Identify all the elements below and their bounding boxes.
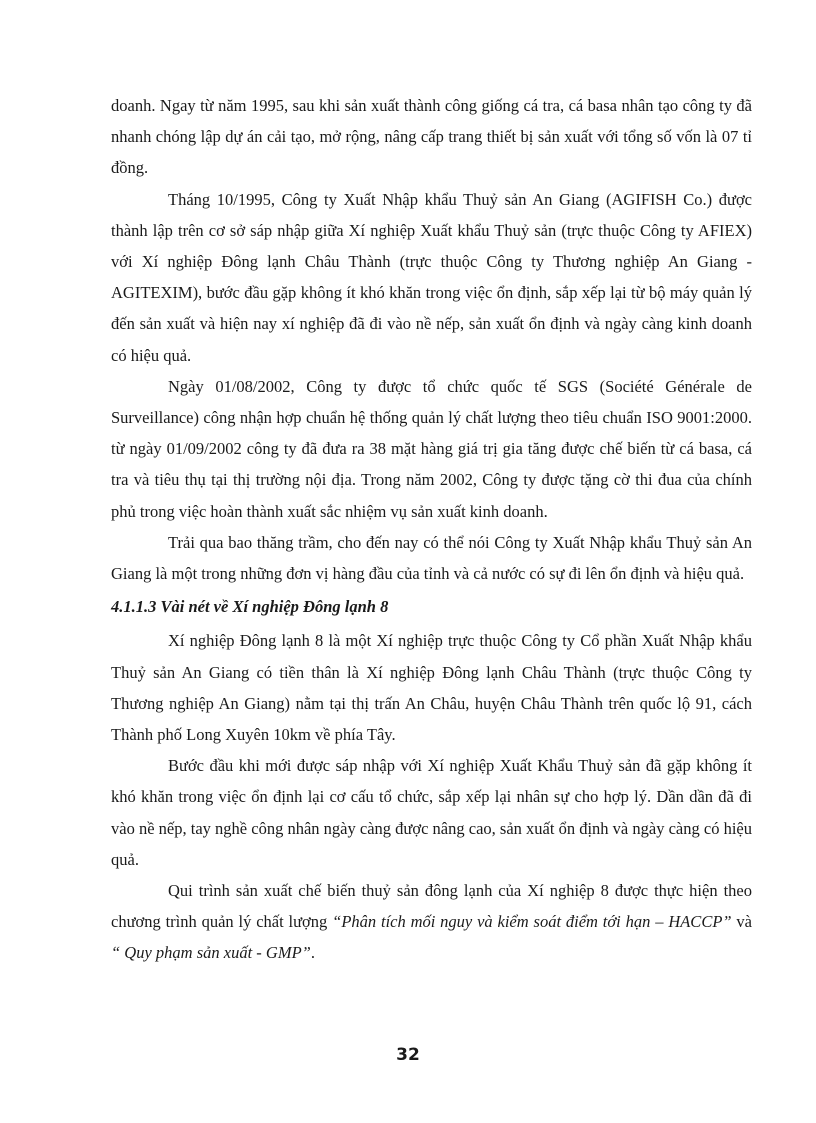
body-text bbox=[111, 90, 752, 969]
page-number: 32 bbox=[396, 1045, 420, 1065]
paragraph-factory-intro: Xí nghiệp Đông lạnh 8 là một Xí nghiệp trực thuộc Công ty Cổ phần Xuất Nhập khẩu Thuỷ sản An Giang có tiền thân là Xí nghiệp Đông lạnh Châu Thành (trực thuộc Công ty Thương nghiệp An Giang) nằm tại thị trấn An Châu, huyện Châu Thành trên quốc lộ 91, cách Thành phố Long Xuyên 10km về phía Tây. bbox=[111, 631, 752, 745]
haccp-quote: “Phân tích mối nguy và kiểm soát điểm tới hạn – HACCP” bbox=[332, 912, 732, 932]
paragraph-iso-certification: Ngày 01/08/2002, Công ty được tổ chức quốc tế SGS (Société Générale de Surveillance) công nhận hợp chuẩn hệ thống quản lý chất lượng theo tiêu chuẩn ISO 9001:2000. từ ngày 01/09/2002 công ty đã đưa ra 38 mặt hàng giá trị gia tăng được chế biến từ cá basa, cá tra và tiêu thụ tại thị trường nội địa. Trong năm 2002, Công ty được tặng cờ thi đua của chính phủ trong việc hoàn thành xuất sắc nhiệm vụ sản xuất kinh doanh. bbox=[111, 376, 752, 521]
section-heading: 4.1.1.3 Vài nét về Xí nghiệp Đông lạnh 8 bbox=[111, 597, 389, 617]
paragraph-factory-history: Bước đầu khi mới được sáp nhập với Xí nghiệp Xuất Khẩu Thuỷ sản đã gặp không ít khó khăn trong việc ổn định lại cơ cấu tổ chức, sắp xếp lại nhân sự cho hợp lý. Dần dần đã đi vào nề nếp, tay nghề công nhân ngày càng được nâng cao, sản xuất ổn định và ngày càng có hiệu quả. bbox=[111, 756, 752, 869]
paragraph-agifish-founding: Tháng 10/1995, Công ty Xuất Nhập khẩu Thuỷ sản An Giang (AGIFISH Co.) được thành lập trên cơ sở sáp nhập giữa Xí nghiệp Xuất khẩu Thuỷ sản (trực thuộc Công ty AFIEX) với Xí nghiệp Đông lạnh Châu Thành (trực thuộc Công ty Thương nghiệp An Giang - AGITEXIM), bước đầu gặp không ít khó khăn trong việc ổn định, sắp xếp lại từ bộ máy quản lý đến sản xuất và hiện nay xí nghiệp đã đi vào nề nếp, sản xuất ổn định và ngày càng kinh doanh có hiệu quả. bbox=[111, 189, 752, 365]
gmp-quote: “ Quy phạm sản xuất - GMP” bbox=[111, 943, 311, 963]
paragraph-quality-program bbox=[111, 875, 752, 969]
quality-text-c: . bbox=[310, 943, 315, 963]
quality-text-a: Qui trình sản xuất chế biến thuỷ sản đông lạnh của Xí nghiệp 8 được thực hiện theo chương trình quản lý chất lượng bbox=[111, 881, 752, 932]
paragraph-continuation: doanh. Ngay từ năm 1995, sau khi sản xuất thành công giống cá tra, cá basa nhân tạo công ty đã nhanh chóng lập dự án cải tạo, mở rộng, nâng cấp trang thiết bị sản xuất với tổng số vốn là 07 tỉ đồng. bbox=[111, 96, 752, 178]
quality-text-b: và bbox=[731, 912, 752, 932]
paragraph-summary: Trải qua bao thăng trầm, cho đến nay có thể nói Công ty Xuất Nhập khẩu Thuỷ sản An Giang là một trong những đơn vị hàng đầu của tỉnh và cả nước có sự đi lên ổn định và hiệu quả. bbox=[111, 532, 752, 584]
